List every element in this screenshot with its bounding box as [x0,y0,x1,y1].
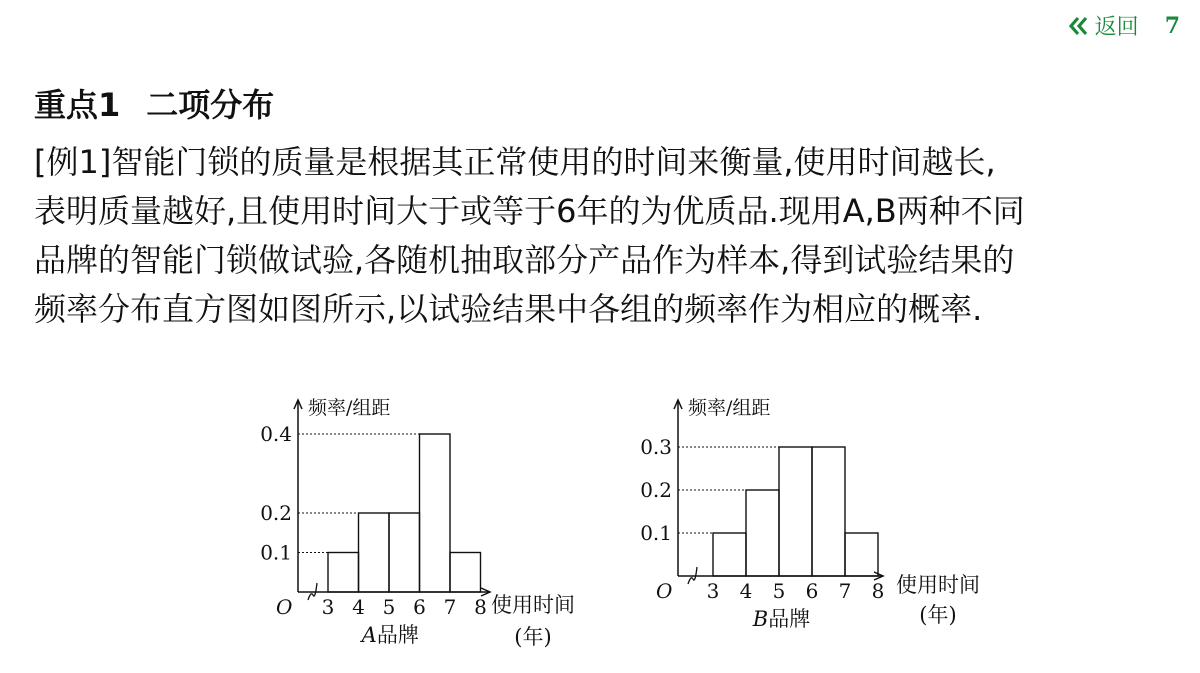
y-tick-label: 0.3 [640,435,672,459]
problem-line: 品牌的智能门锁做试验,各随机抽取部分产品作为样本,得到试验结果的 [34,241,1015,279]
histogram-bar [845,533,878,576]
histogram-brand-a [258,392,598,662]
x-axis-label-unit: (年) [919,603,957,627]
x-tick-label: 4 [739,579,753,603]
page-number: 7 [1164,12,1180,39]
histogram-bar [450,553,481,593]
heading-title: 二项分布 [146,86,275,124]
histogram-bar [328,553,359,593]
problem-text [34,138,1179,334]
x-axis-label-unit: (年) [514,625,552,649]
x-tick-label: 8 [474,595,487,619]
x-tick-label: 8 [871,579,885,603]
section-heading [34,80,300,126]
histogram-bar [812,447,845,576]
x-tick-label: 5 [382,595,396,619]
y-tick-label: 0.2 [260,501,292,525]
x-tick-label: 7 [838,579,852,603]
histogram-bar [779,447,812,576]
origin-label: O [656,579,673,603]
histogram-bar [746,490,779,576]
histogram-bar [713,533,746,576]
histogram-bar [420,434,451,592]
x-tick-label: 6 [413,595,426,619]
heading-number: 重点1 [34,86,121,124]
back-button[interactable] [1069,10,1139,41]
x-tick-label: 3 [706,579,720,603]
x-axis-label: 使用时间 [896,573,980,597]
x-tick-label: 4 [352,595,365,619]
x-tick-label: 6 [805,579,819,603]
histogram-bar [359,513,390,592]
y-axis-label: 频率/组距 [688,397,771,419]
x-tick-label: 3 [321,595,335,619]
y-axis-label: 频率/组距 [308,397,391,419]
top-nav [1069,10,1180,41]
problem-line: [例1]智能门锁的质量是根据其正常使用的时间来衡量,使用时间越长, [34,143,996,181]
origin-label: O [276,595,293,619]
x-tick-label: 5 [772,579,786,603]
problem-line: 表明质量越好,且使用时间大于或等于6年的为优质品.现用A,B两种不同 [34,192,1025,230]
y-tick-label: 0.1 [260,540,292,565]
y-tick-label: 0.1 [640,521,672,545]
y-tick-label: 0.4 [260,422,292,446]
histogram-brand-b [638,392,998,652]
x-axis-label: 使用时间 [491,593,575,617]
brand-caption: B品牌 [752,607,811,631]
double-chevron-left-icon [1069,15,1089,37]
y-tick-label: 0.2 [640,478,672,502]
back-label: 返回 [1094,15,1139,40]
problem-line: 频率分布直方图如图所示,以试验结果中各组的频率作为相应的概率. [34,290,983,328]
histogram-bar [389,513,420,592]
x-tick-label: 7 [443,595,457,619]
brand-caption: A品牌 [361,623,419,647]
